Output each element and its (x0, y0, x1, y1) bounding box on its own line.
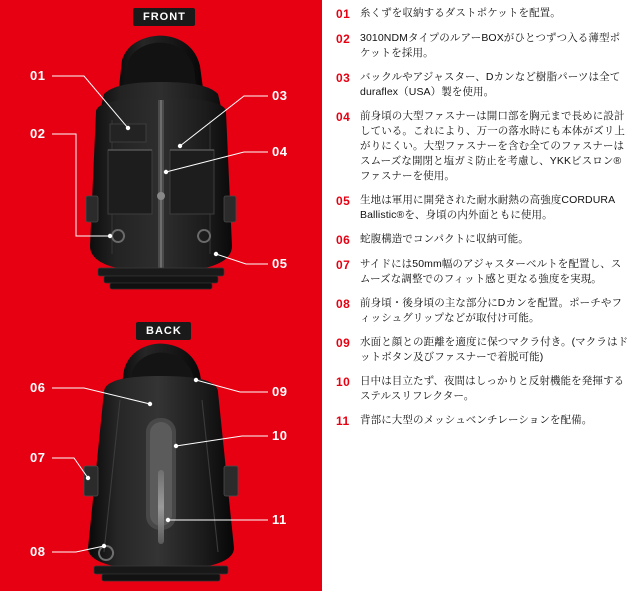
note-text: 前身頃の大型ファスナーは開口部を胸元まで長めに設計している。これにより、万一の落水時にも本体がズリ上がりにくい。大型ファスナーを含む全てのファスナーはスムーズな開閉と塩ガミ防止を考慮し、YKKビスロン®ファスナーを使用。 (360, 110, 625, 182)
callout-06[interactable]: 06 (30, 380, 46, 395)
note-text: 蛇腹構造でコンパクトに収納可能。 (360, 233, 529, 245)
note-text: 糸くずを収納するダストポケットを配置。 (360, 7, 561, 19)
note-number: 08 (336, 297, 351, 311)
feature-notes-list (322, 0, 640, 591)
note-text: 3010NDMタイプのルアーBOXがひとつずつ入る薄型ポケットを採用。 (360, 32, 621, 59)
note-text: 日中は目立たず、夜間はしっかりと反射機能を発揮するステルスリフレクター。 (360, 375, 625, 402)
callout-11[interactable]: 11 (272, 512, 287, 527)
note-number: 03 (336, 71, 351, 85)
callout-01[interactable]: 01 (30, 68, 46, 83)
note-item (336, 296, 630, 326)
callout-05[interactable]: 05 (272, 256, 288, 271)
note-item (336, 335, 630, 365)
note-text: 生地は軍用に開発された耐水耐熱の高強度CORDURA Ballistic®を、身頃の内外面ともに使用。 (360, 194, 618, 221)
note-number: 10 (336, 375, 351, 389)
callout-08[interactable]: 08 (30, 544, 46, 559)
note-text: 前身頃・後身頃の主な部分にDカンを配置。ポーチやフィッシュグリップなどが取付け可能。 (360, 297, 623, 324)
callout-07[interactable]: 07 (30, 450, 46, 465)
note-item (336, 413, 630, 429)
note-item (336, 193, 630, 223)
note-text: サイドには50mm幅のアジャスターベルトを配置し、スムーズな調整でのフィット感と更なる強度を実現。 (360, 258, 622, 285)
note-number: 01 (336, 7, 351, 21)
note-item (336, 109, 630, 184)
note-text: 背部に大型のメッシュベンチレーションを配備。 (360, 414, 593, 426)
note-text: バックルやアジャスター、Dカンなど樹脂パーツは全てduraflex（USA）製を使用。 (360, 71, 621, 98)
note-number: 02 (336, 32, 351, 46)
callout-10[interactable]: 10 (272, 428, 288, 443)
callout-09[interactable]: 09 (272, 384, 288, 399)
note-item (336, 232, 630, 248)
note-item (336, 257, 630, 287)
panel-label-back: BACK (136, 322, 191, 340)
callout-03[interactable]: 03 (272, 88, 288, 103)
note-number: 11 (336, 414, 350, 428)
note-number: 06 (336, 233, 351, 247)
front-view-art (86, 36, 236, 289)
note-number: 05 (336, 194, 351, 208)
note-item (336, 374, 630, 404)
note-item (336, 6, 630, 22)
note-text: 水面と顔との距離を適度に保つマクラ付き。(マクラはドットボタン及びファスナーで着脱可能) (360, 336, 629, 363)
note-number: 09 (336, 336, 351, 350)
note-number: 04 (336, 110, 351, 124)
callout-02[interactable]: 02 (30, 126, 46, 141)
note-item (336, 31, 630, 61)
panel-label-front: FRONT (133, 8, 195, 26)
callout-04[interactable]: 04 (272, 144, 288, 159)
note-item (336, 70, 630, 100)
note-number: 07 (336, 258, 351, 272)
back-view-art (84, 344, 238, 581)
